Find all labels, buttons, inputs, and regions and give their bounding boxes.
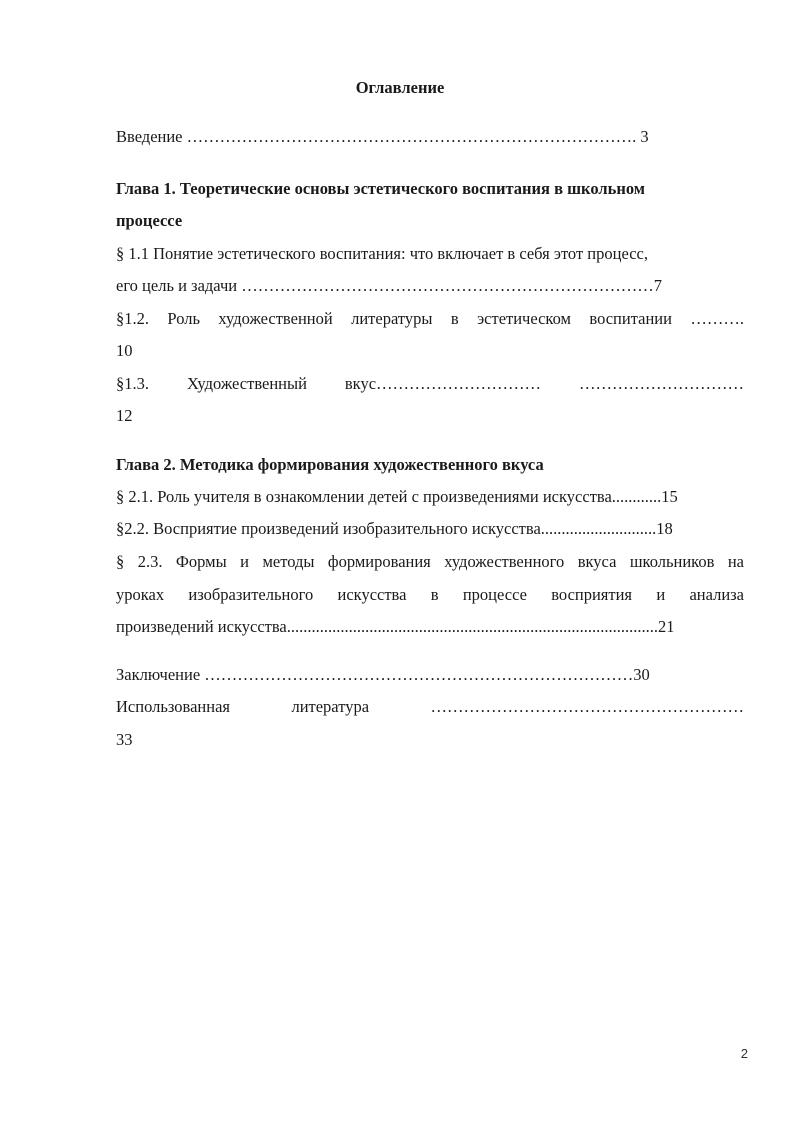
toc-entry-1-1: § 1.1 Понятие эстетического воспитания: что включает в себя этот процесс, (116, 244, 648, 263)
toc-title: Оглавление (355, 78, 445, 97)
toc-entry-2-2: §2.2. Восприятие произведений изобразительного искусства............................18 (116, 519, 673, 538)
toc-entry-1-2-page: 10 (116, 341, 133, 360)
toc-entry-1-3-page: 12 (116, 406, 133, 425)
toc-entry-2-1: § 2.1. Роль учителя в ознакомлении детей с произведениями искусства............15 (116, 487, 678, 506)
toc-entry-1-1-cont: его цель и задачи …………………………………………………………………7 (116, 276, 662, 295)
toc-entry-conclusion: Заключение ……………………………………………………………………30 (116, 665, 650, 684)
toc-entry-2-3-cont2: произведений искусства..........................................................................................21 (116, 617, 675, 636)
toc-entry-references: Использованная литература ………………………………………………… (116, 697, 744, 716)
toc-entry-2-3-cont: уроках изобразительного искусства в процессе восприятия и анализа (116, 585, 744, 604)
toc-entry-1-3: §1.3. Художественный вкус………………………… ………………………… (116, 374, 744, 393)
toc-chapter-1-heading: Глава 1. Теоретические основы эстетического воспитания в школьном (116, 179, 646, 198)
toc-entry-references-page: 33 (116, 730, 133, 749)
page-number: 2 (740, 1046, 748, 1061)
toc-entry-1-2: §1.2. Роль художественной литературы в эстетическом воспитании ………. (116, 309, 744, 328)
toc-entry-introduction: Введение ………………………………………………………………………. 3 (116, 127, 649, 146)
toc-chapter-2-heading: Глава 2. Методика формирования художественного вкуса (116, 455, 544, 474)
toc-entry-2-3: § 2.3. Формы и методы формирования художественного вкуса школьников на (116, 552, 744, 571)
toc-chapter-1-heading-cont: процессе (116, 211, 183, 230)
